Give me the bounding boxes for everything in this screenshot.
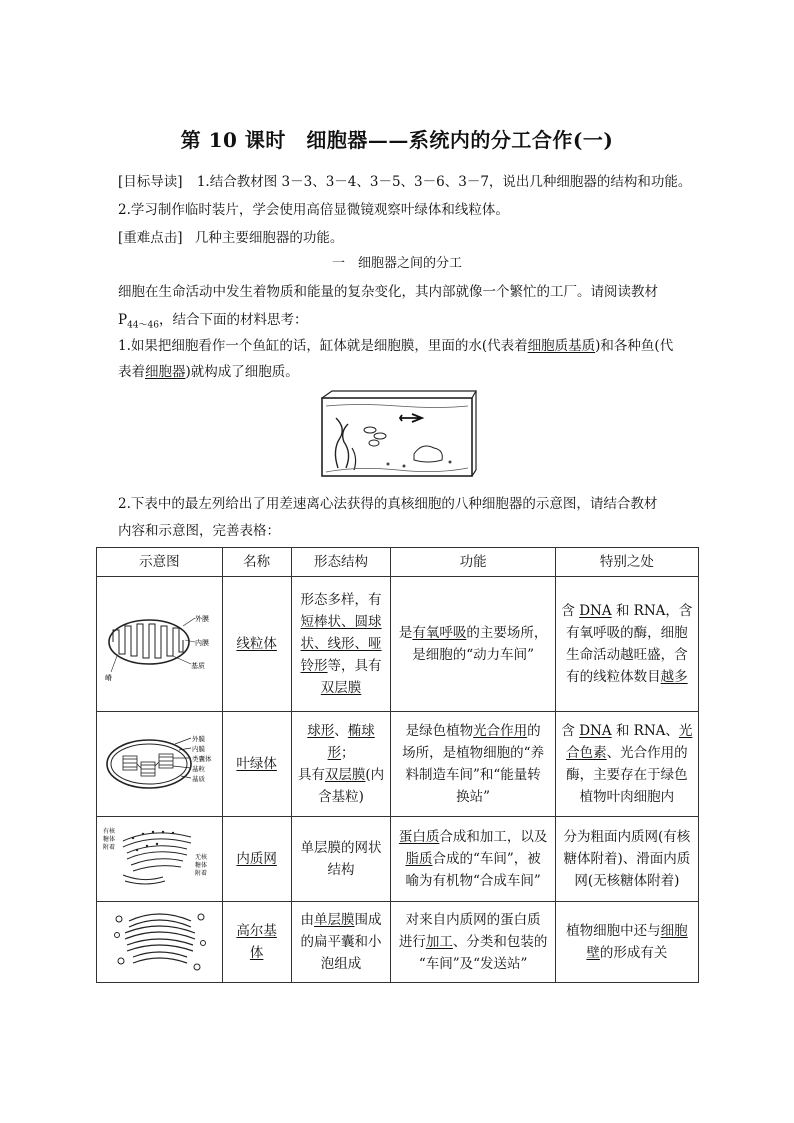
question-2-line-1: 2.下表中的最左列给出了用差速离心法获得的真核细胞的八种细胞器的示意图，请结合教材: [118, 496, 658, 512]
structure-line: 具有双层膜(内: [297, 767, 385, 783]
structure-line: 由单层膜围成: [300, 912, 382, 928]
structure-line: 单层膜的网状: [300, 840, 382, 856]
golgi-special: [555, 902, 698, 983]
table-row: [97, 902, 699, 983]
mitochondrion-function: [391, 577, 555, 712]
label-stroma: 基质: [192, 774, 206, 783]
mitochondrion-special: [555, 577, 698, 712]
page-ref: P: [118, 312, 128, 328]
goals-item-1: 1.结合教材图 3－3、3－4、3－5、3－6、3－7，说出几种细胞器的结构和功能。: [196, 174, 692, 190]
golgi-structure: [291, 902, 391, 983]
function-line: “车间”及“发送站”: [418, 956, 528, 972]
mitochondrion-diagram-cell: [97, 577, 223, 712]
function-line: 脂质合成的“车间”，被: [405, 851, 541, 867]
mitochondrion-structure: [291, 577, 391, 712]
intro-line-1: 细胞在生命活动中发生着物质和能量的复杂变化，其内部就像一个繁忙的工厂。请阅读教材: [118, 284, 658, 300]
label-smooth-er: 糖体: [195, 861, 208, 869]
golgi-apparatus-diagram: [109, 905, 209, 973]
function-line: 对来自内质网的蛋白质: [405, 912, 541, 928]
er-name: [222, 817, 291, 902]
function-line: 是有氧呼吸的主要场所，: [398, 625, 548, 641]
function-line: 换站”: [456, 789, 491, 805]
special-line: 酶，主要存在于绿色: [566, 767, 688, 783]
er-function: [391, 817, 555, 902]
special-line: 分为粗面内质网(有核: [563, 829, 691, 845]
special-line: 网(无核糖体附着): [574, 873, 680, 889]
chloroplast-name-text: 叶绿体: [236, 756, 277, 772]
label-crista: 嵴: [105, 673, 113, 682]
question-1-line-2: [118, 362, 698, 382]
chloroplast-structure: [291, 712, 391, 817]
structure-answer: 状、线形、哑: [300, 636, 382, 652]
label-rough-er: 附着: [103, 843, 116, 851]
header-special: 特别之处: [555, 548, 698, 577]
structure-line: [296, 633, 387, 655]
special-line: 合色素、光合作用的: [566, 745, 688, 761]
chloroplast-name: [222, 712, 291, 817]
function-line: 蛋白质合成和加工，以及: [398, 829, 548, 845]
special-line: 有氧呼吸的酶，细胞: [566, 625, 688, 641]
label-outer-membrane: 外膜: [192, 734, 206, 743]
er-diagram-cell: [97, 817, 223, 902]
q1-text-d: )就构成了细胞质。: [185, 364, 299, 380]
golgi-function: [391, 902, 555, 983]
golgi-name-line: [227, 942, 287, 964]
function-line: 是绿色植物光合作用的: [405, 723, 541, 739]
label-inner-membrane: 内膜: [192, 744, 206, 753]
q1-text-b: )和各种鱼(代: [595, 338, 674, 354]
golgi-name: [222, 902, 291, 983]
q1-answer-cytosol: 细胞质基质: [527, 338, 596, 354]
special-line: 植物细胞中还与细胞: [566, 923, 688, 939]
special-line: 含 DNA 和 RNA、光: [561, 723, 693, 739]
label-rough-er: 糖体: [103, 835, 116, 843]
structure-line: [296, 611, 387, 633]
table-header-row: [97, 548, 699, 577]
endoplasmic-reticulum-diagram: [103, 823, 215, 889]
chloroplast-diagram-cell: [97, 712, 223, 817]
special-line: 含 DNA 和 RNA，含: [561, 603, 693, 619]
structure-line: 铃形等，具有: [300, 658, 382, 674]
mitochondrion-diagram: [103, 596, 215, 686]
function-line: 是细胞的“动力车间”: [412, 647, 535, 663]
label-thylakoid: 类囊体: [192, 754, 212, 763]
label-grana: 基粒: [192, 764, 206, 773]
intro-rest: ，结合下面的材料思考：: [159, 312, 308, 328]
structure-line: 的扁平囊和小: [300, 934, 382, 950]
organelle-table: [96, 547, 699, 983]
table-row: [97, 577, 699, 712]
golgi-diagram-cell: [97, 902, 223, 983]
structure-line: [296, 677, 387, 699]
special-line: 有的线粒体数目越多: [566, 669, 688, 685]
goals-item-2: 2.学习制作临时装片，学会使用高倍显微镜观察叶绿体和线粒体。: [118, 202, 509, 218]
special-line: 壁的形成有关: [586, 945, 668, 961]
structure-line: 泡组成: [320, 956, 362, 972]
mitochondrion-name-text: 线粒体: [236, 636, 277, 652]
golgi-name-text: 体: [249, 945, 264, 961]
goals-label: [目标导读]: [118, 174, 183, 190]
er-name-text: 内质网: [236, 851, 277, 867]
structure-line: 结构: [327, 862, 355, 878]
structure-line: 形态多样，有: [300, 592, 382, 608]
er-structure: [291, 817, 391, 902]
lesson-title: 第 10 课时 细胞器——系统内的分工合作(一): [180, 128, 614, 152]
function-line: 喻为有机物“合成车间”: [405, 873, 541, 889]
header-diagram: 示意图: [97, 548, 223, 577]
key-points-label: [重难点击]: [118, 230, 183, 246]
golgi-name-line: [227, 920, 287, 942]
special-line: 植物叶肉细胞内: [579, 789, 675, 805]
er-special: [555, 817, 698, 902]
function-line: 料制造车间”和“能量转: [405, 767, 541, 783]
structure-answer: 短棒状、圆球: [300, 614, 382, 630]
mitochondrion-name: [222, 577, 291, 712]
label-smooth-er: 无核: [195, 853, 208, 861]
header-function: 功能: [391, 548, 555, 577]
table-row: [97, 712, 699, 817]
function-line: 场所，是植物细胞的“养: [402, 745, 545, 761]
chloroplast-function: [391, 712, 555, 817]
golgi-name-text: 高尔基: [236, 923, 277, 939]
structure-line: 含基粒): [318, 789, 364, 805]
label-smooth-er: 附着: [195, 869, 208, 877]
question-2-line-2: 内容和示意图，完善表格：: [118, 523, 280, 539]
goals-line-1: [118, 172, 698, 192]
chloroplast-diagram: [103, 724, 215, 798]
structure-line: 球形、椭球形；: [307, 723, 375, 761]
key-points-line: [118, 228, 698, 248]
label-rough-er: 有核: [103, 827, 116, 835]
special-line: 糖体附着)、滑面内质: [563, 851, 691, 867]
label-outer-membrane: 外膜: [195, 614, 210, 623]
fish-tank-illustration: [318, 388, 478, 480]
header-structure: 形态结构: [291, 548, 391, 577]
chloroplast-special: [555, 712, 698, 817]
question-1-line-1: [118, 336, 698, 356]
page-ref-range: 44～46: [127, 320, 159, 331]
q1-text-c: 表着: [118, 364, 145, 380]
table-row: [97, 817, 699, 902]
label-inner-membrane: 内膜: [195, 638, 210, 647]
special-line: 生命活动越旺盛，含: [566, 647, 688, 663]
function-line: 进行加工、分类和包装的: [398, 934, 548, 950]
q1-text-a: 1.如果把细胞看作一个鱼缸的话，缸体就是细胞膜，里面的水(代表着: [118, 338, 528, 354]
label-matrix: 基质: [191, 661, 206, 670]
intro-line-2: [118, 310, 698, 336]
structure-answer: 双层膜: [320, 680, 362, 696]
header-name: 名称: [222, 548, 291, 577]
q1-answer-organelles: 细胞器: [145, 364, 186, 380]
key-points-text: 几种主要细胞器的功能。: [194, 230, 344, 246]
section-heading: 一 细胞器之间的分工: [331, 256, 462, 271]
